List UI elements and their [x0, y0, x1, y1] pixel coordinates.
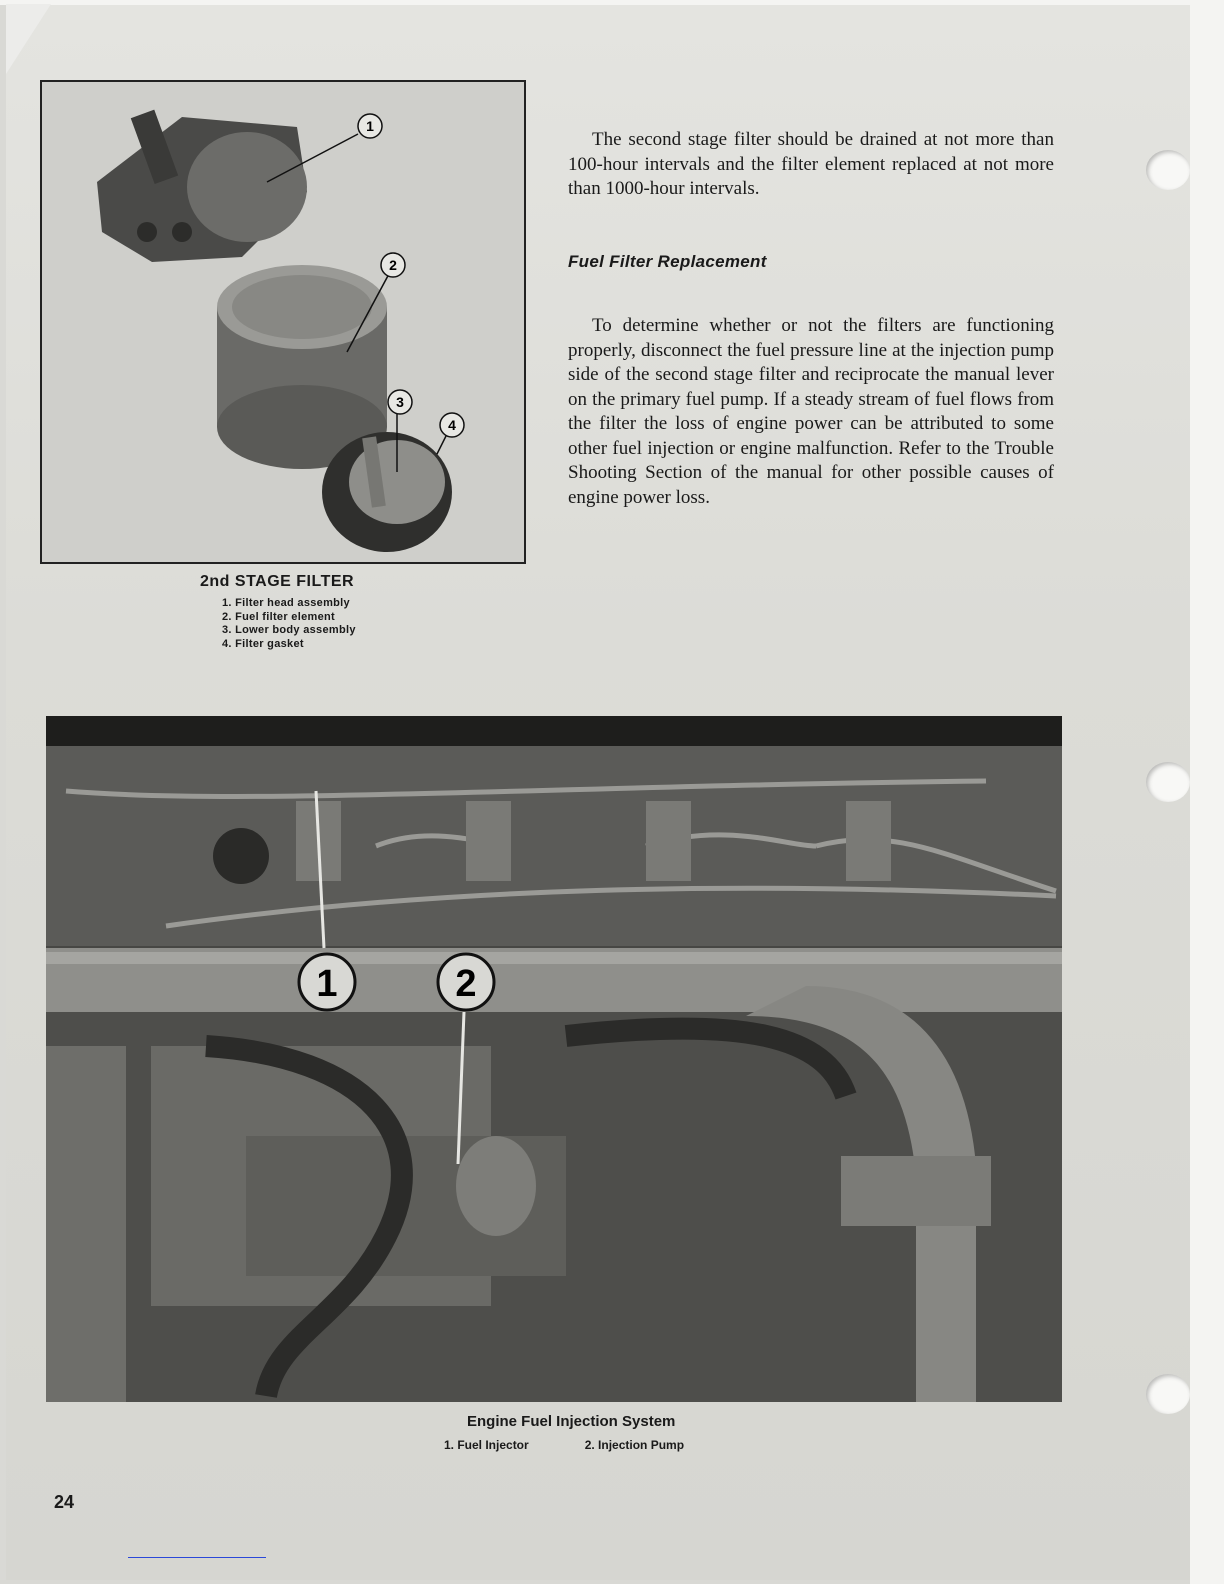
filter-illustration [42, 82, 524, 562]
engine-photo [46, 716, 1062, 1402]
callout-2: 2 [455, 963, 477, 1005]
callout-2: 2 [389, 257, 397, 273]
punch-hole-top [1146, 150, 1190, 190]
filter-part-item: 1. Filter head assembly [222, 597, 350, 609]
engine-part-item: 1. Fuel Injector [444, 1438, 529, 1452]
callout-1: 1 [316, 963, 338, 1005]
engine-figure-title: Engine Fuel Injection System [467, 1413, 676, 1430]
engine-figure-caption [440, 1413, 760, 1452]
callout-4: 4 [448, 417, 456, 433]
filter-part-item: 4. Filter gasket [222, 637, 304, 650]
punch-hole-middle [1146, 762, 1190, 802]
link-underline [128, 1557, 266, 1558]
replacement-paragraph: To determine whether or not the filters are functioning properly, disconnect the fuel pressure line at the injection pump side of the second stage filter and reciprocate the manual lever on the primary fuel pump. If a steady stream of fuel flows from the filter the loss of engine power can be attributed to some other fuel injection or engine malfunction. Refer to the Trouble Shooting Section of the manual for other possible causes of engine power loss. [568, 315, 1054, 508]
engine-parts-list [444, 1438, 760, 1452]
lower-body-shape [322, 432, 452, 552]
callout-1: 1 [366, 118, 374, 134]
filter-part-item: 2. Fuel filter element [222, 610, 335, 623]
filter-parts-list [200, 597, 460, 651]
page-edge-top [0, 0, 1224, 5]
body-text [568, 128, 1054, 510]
callout-3: 3 [396, 394, 404, 410]
drain-interval-paragraph: The second stage filter should be drained at not more than 100-hour intervals and the filter element replaced at not more than 1000-hour intervals. [568, 129, 1054, 199]
folded-corner [6, 4, 51, 74]
punch-hole-bottom [1146, 1374, 1190, 1414]
filter-head-shape [97, 110, 307, 262]
section-heading: Fuel Filter Replacement [568, 251, 767, 271]
engine-illustration [46, 716, 1062, 1402]
filter-part-item: 3. Lower body assembly [222, 624, 356, 636]
filter-exploded-view [40, 80, 526, 564]
lifting-eye-shape [213, 828, 269, 884]
filter-figure-title: 2nd STAGE FILTER [200, 573, 355, 590]
engine-part-item: 2. Injection Pump [584, 1438, 685, 1452]
filter-figure-caption [200, 573, 460, 651]
page-number: 24 [54, 1492, 75, 1512]
page-edge [1190, 0, 1224, 1584]
